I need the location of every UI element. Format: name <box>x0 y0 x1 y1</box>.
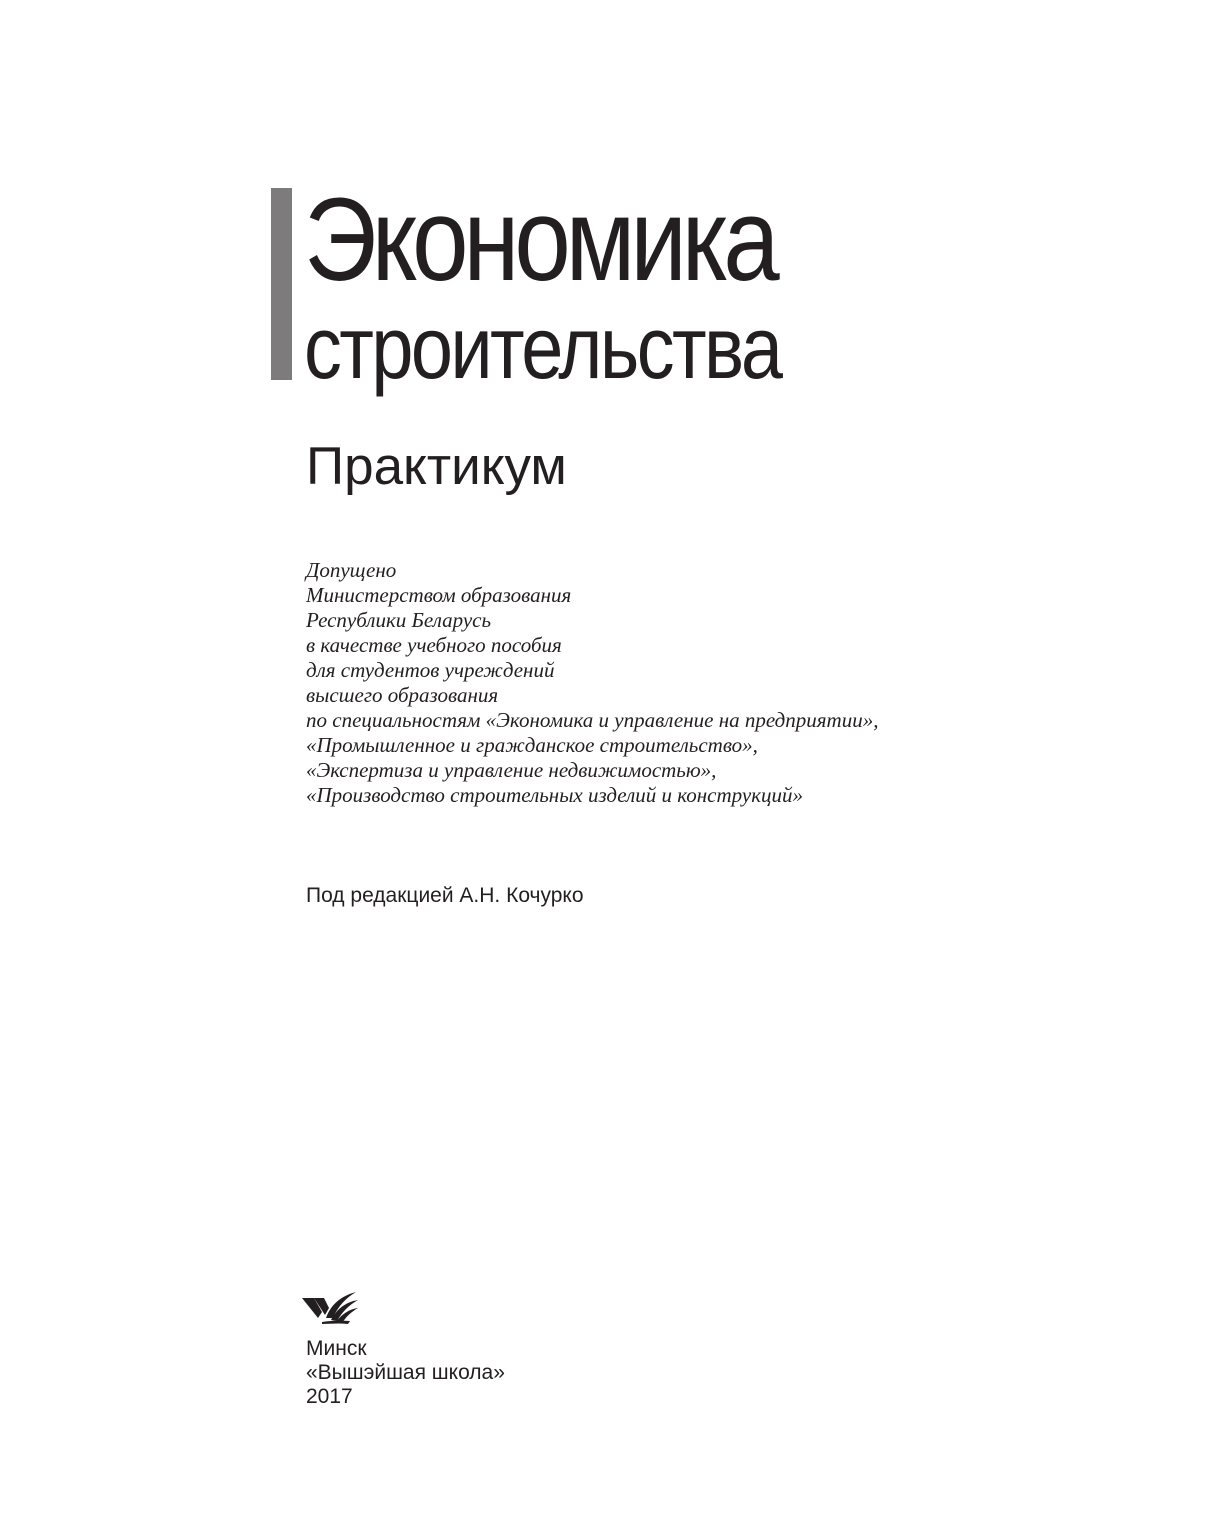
book-title-line1: Экономика <box>304 174 775 306</box>
approval-statement <box>306 558 878 808</box>
approval-line: «Производство строительных изделий и конструкций» <box>306 783 804 807</box>
publisher-city: Минск <box>306 1337 367 1360</box>
publication-year: 2017 <box>306 1385 353 1408</box>
publisher-logo-icon <box>300 1288 360 1328</box>
editor-credit: Под редакцией А.Н. Кочурко <box>306 884 584 907</box>
approval-line: Допущено <box>306 558 397 582</box>
approval-line: «Промышленное и гражданское строительство», <box>306 733 758 757</box>
approval-line: Республики Беларусь <box>306 608 492 632</box>
approval-line: для студентов учреждений <box>306 658 555 682</box>
approval-line: Министерством образования <box>306 583 572 607</box>
approval-line: по специальностям «Экономика и управление на предприятии», <box>306 708 879 732</box>
publisher-info <box>306 1337 505 1409</box>
book-title-line2: строительства <box>304 298 781 397</box>
title-accent-bar <box>271 188 292 380</box>
approval-line: «Экспертиза и управление недвижимостью», <box>306 758 717 782</box>
approval-line: в качестве учебного пособия <box>306 633 562 657</box>
publisher-name: «Вышэйшая школа» <box>306 1361 505 1384</box>
approval-line: высшего образования <box>306 683 499 707</box>
book-subtitle: Практикум <box>306 437 567 496</box>
